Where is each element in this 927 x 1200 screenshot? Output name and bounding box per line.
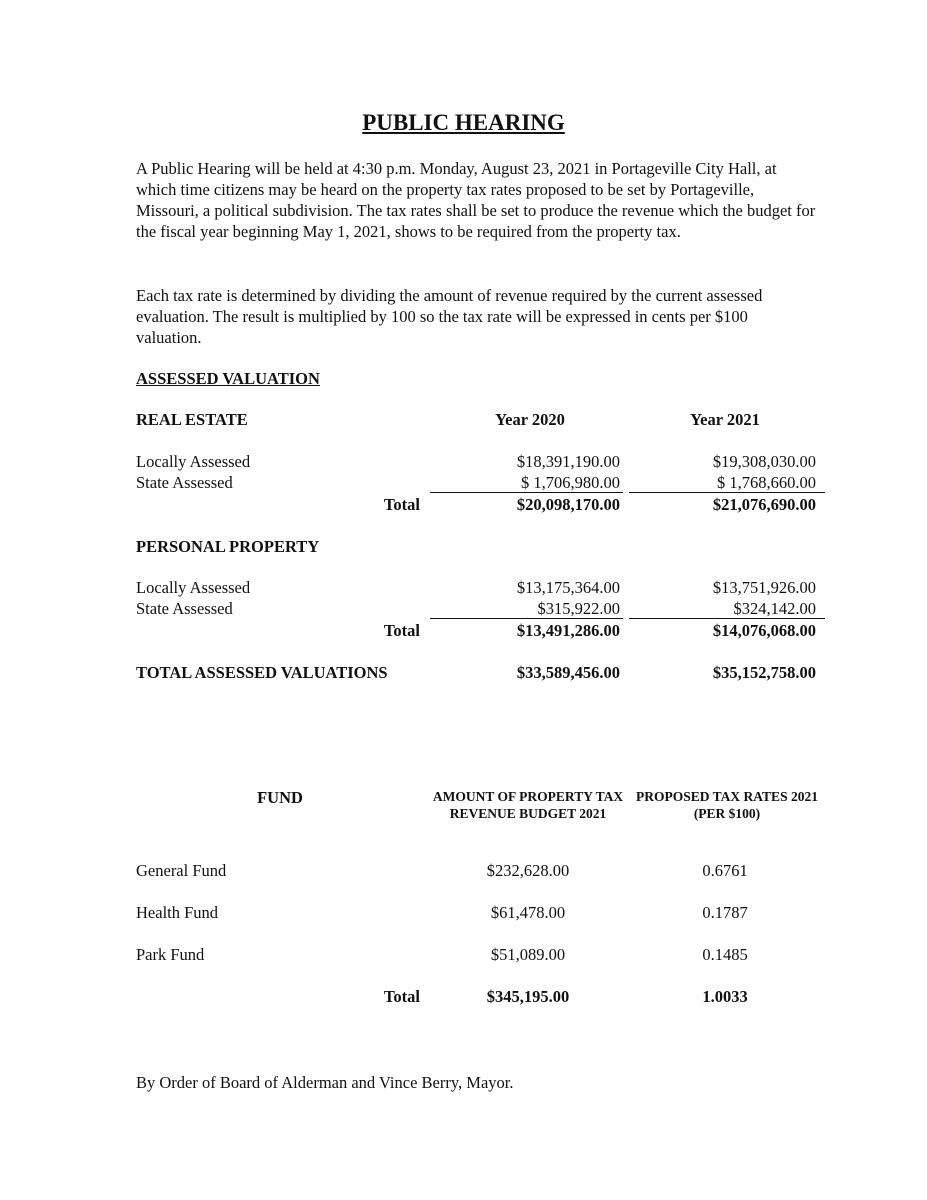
re-locally-label: Locally Assessed bbox=[136, 452, 251, 471]
assessed-valuation-heading: ASSESSED VALUATION bbox=[136, 369, 320, 388]
pp-locally-2020: $13,175,364.00 bbox=[516, 578, 620, 597]
re-state-2021: $ 1,768,660.00 bbox=[717, 473, 816, 492]
fund-total-rate: 1.0033 bbox=[702, 987, 748, 1006]
pp-locally-2021: $13,751,926.00 bbox=[712, 578, 816, 597]
re-locally-2020: $18,391,190.00 bbox=[516, 452, 620, 471]
pp-total-2020: $13,491,286.00 bbox=[516, 621, 620, 640]
re-total-2021: $21,076,690.00 bbox=[712, 495, 816, 514]
re-state-label: State Assessed bbox=[136, 473, 233, 492]
fund-park-amount: $51,089.00 bbox=[490, 945, 566, 964]
intro-paragraph: A Public Hearing will be held at 4:30 p.m. Monday, August 23, 2021 in Portageville City Hall, at which time citizens may be heard on the property tax rates proposed to be set by Portageville, Missouri, a political subdivision. The tax rates shall be set to produce the revenue which the budget for the fiscal year beginning May 1, 2021, shows to be required from the property tax. bbox=[136, 159, 816, 241]
fund-general-rate: 0.6761 bbox=[702, 861, 748, 880]
pp-state-2020: $315,922.00 bbox=[537, 599, 620, 618]
pp-state-label: State Assessed bbox=[136, 599, 233, 618]
rate-column-header: PROPOSED TAX RATES 2021 (PER $100) bbox=[636, 789, 818, 821]
pp-locally-label: Locally Assessed bbox=[136, 578, 251, 597]
footer-signature-line: By Order of Board of Alderman and Vince Berry, Mayor. bbox=[136, 1073, 514, 1092]
page-title: PUBLIC HEARING bbox=[362, 110, 565, 135]
re-total-label: Total bbox=[383, 495, 420, 514]
grand-total-label: TOTAL ASSESSED VALUATIONS bbox=[136, 663, 388, 682]
re-total-rule-2021 bbox=[629, 492, 825, 493]
fund-general-amount: $232,628.00 bbox=[486, 861, 570, 880]
fund-total-amount: $345,195.00 bbox=[486, 987, 570, 1006]
personal-property-heading: PERSONAL PROPERTY bbox=[136, 537, 320, 556]
grand-total-2021: $35,152,758.00 bbox=[712, 663, 816, 682]
fund-health-rate: 0.1787 bbox=[702, 903, 748, 922]
pp-total-2021: $14,076,068.00 bbox=[712, 621, 816, 640]
re-total-rule-2020 bbox=[430, 492, 623, 493]
year-2021-header: Year 2021 bbox=[690, 410, 760, 429]
amount-column-header: AMOUNT OF PROPERTY TAX REVENUE BUDGET 2021 bbox=[432, 789, 624, 821]
fund-health-name: Health Fund bbox=[136, 903, 219, 922]
grand-total-2020: $33,589,456.00 bbox=[516, 663, 620, 682]
pp-total-rule-2021 bbox=[629, 618, 825, 619]
fund-health-amount: $61,478.00 bbox=[490, 903, 566, 922]
fund-general-name: General Fund bbox=[136, 861, 227, 880]
re-locally-2021: $19,308,030.00 bbox=[712, 452, 816, 471]
fund-column-header: FUND bbox=[257, 788, 303, 807]
method-paragraph: Each tax rate is determined by dividing the amount of revenue required by the current assessed evaluation. The result is multiplied by 100 so the tax rate will be expressed in cents per $100 valuation. bbox=[136, 286, 763, 347]
re-state-2020: $ 1,706,980.00 bbox=[521, 473, 620, 492]
pp-total-label: Total bbox=[383, 621, 420, 640]
pp-state-2021: $324,142.00 bbox=[733, 599, 816, 618]
re-total-2020: $20,098,170.00 bbox=[516, 495, 620, 514]
pp-total-rule-2020 bbox=[430, 618, 623, 619]
fund-total-label: Total bbox=[383, 987, 420, 1006]
fund-park-rate: 0.1485 bbox=[702, 945, 748, 964]
year-2020-header: Year 2020 bbox=[495, 410, 565, 429]
fund-park-name: Park Fund bbox=[136, 945, 205, 964]
real-estate-heading: REAL ESTATE bbox=[136, 410, 248, 429]
